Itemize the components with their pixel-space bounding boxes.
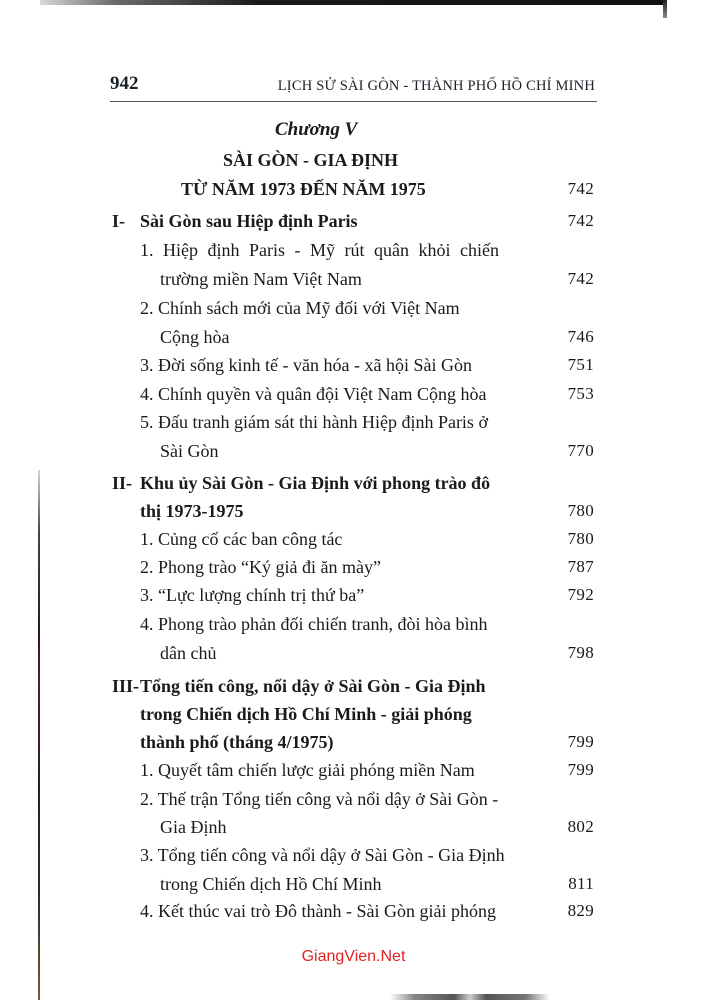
section-number: I- (112, 211, 125, 231)
page-number: 942 (110, 73, 139, 94)
toc-line[interactable] (0, 700, 707, 728)
toc-line[interactable] (0, 813, 707, 841)
chapter-label-line (0, 116, 707, 144)
item-title-cont: Cộng hòa (160, 327, 230, 347)
toc-line[interactable] (0, 870, 707, 898)
chapter-label: Chương V (275, 119, 358, 140)
section-title-cont: thành phố (tháng 4/1975) (140, 732, 334, 752)
toc-line[interactable] (0, 610, 707, 638)
item-page: 829 (567, 901, 594, 920)
item-title: 3. Tổng tiến công và nổi dậy ở Sài Gòn - Gia Định (140, 845, 505, 865)
item-page: 798 (567, 643, 594, 662)
toc-line[interactable] (0, 672, 707, 700)
item-page: 792 (567, 585, 594, 604)
toc-line[interactable] (0, 785, 707, 813)
item-title-cont: Sài Gòn (160, 441, 219, 461)
chapter-title-2: TỪ NĂM 1973 ĐẾN NĂM 1975 (181, 179, 426, 199)
item-title: 2. Chính sách mới của Mỹ đối với Việt Nam (140, 298, 460, 318)
item-title: 2. Phong trào “Ký giả đi ăn mày” (140, 557, 381, 577)
chapter-title-line-2 (0, 175, 707, 203)
item-title-cont: trong Chiến dịch Hồ Chí Minh (160, 874, 382, 894)
section-title-cont: thị 1973-1975 (140, 501, 244, 521)
item-title: 4. Chính quyền và quân đội Việt Nam Cộng hòa (140, 384, 487, 404)
running-head: LỊCH SỬ SÀI GÒN - THÀNH PHỐ HỒ CHÍ MINH (277, 78, 595, 94)
scan-edge-bottom (390, 994, 550, 1000)
item-page: 753 (567, 384, 594, 403)
scan-edge-top (40, 0, 666, 5)
chapter-title-line-1 (0, 146, 707, 174)
section-page: 742 (567, 211, 594, 230)
item-title: 4. Phong trào phản đối chiến tranh, đòi hòa bình (140, 614, 488, 634)
section-title-cont: trong Chiến dịch Hồ Chí Minh - giải phóng (140, 704, 472, 724)
item-title: 4. Kết thúc vai trò Đô thành - Sài Gòn giải phóng (140, 901, 496, 921)
toc-line[interactable] (0, 437, 707, 465)
toc-line[interactable] (0, 294, 707, 322)
chapter-page: 742 (567, 179, 594, 198)
toc-line[interactable] (0, 497, 707, 525)
item-title: 1. Củng cố các ban công tác (140, 529, 343, 549)
item-page: 751 (567, 355, 594, 374)
toc-line[interactable] (0, 408, 707, 436)
item-title: 3. Đời sống kinh tế - văn hóa - xã hội Sài Gòn (140, 355, 472, 375)
section-title: Khu ủy Sài Gòn - Gia Định với phong trào đô (140, 473, 491, 493)
item-title-cont: trường miền Nam Việt Nam (160, 269, 362, 289)
chapter-title-1: SÀI GÒN - GIA ĐỊNH (223, 150, 399, 170)
section-number: II- (112, 473, 133, 493)
section-title: Sài Gòn sau Hiệp định Paris (140, 211, 358, 231)
header-rule (110, 101, 597, 102)
toc-line[interactable] (0, 639, 707, 667)
toc-line[interactable] (0, 553, 707, 581)
section-number: III- (112, 676, 140, 696)
item-title: 1. Hiệp định Paris - Mỹ rút quân khỏi chiến (140, 240, 499, 260)
item-title: 5. Đấu tranh giám sát thi hành Hiệp định Paris ở (140, 412, 488, 432)
item-page: 742 (567, 269, 594, 288)
item-page: 787 (567, 557, 594, 576)
toc-line[interactable] (0, 351, 707, 379)
toc-line[interactable] (0, 581, 707, 609)
toc-line[interactable] (0, 469, 707, 497)
item-page: 802 (567, 817, 594, 836)
item-page: 799 (567, 760, 594, 779)
item-page: 770 (567, 441, 594, 460)
toc-line[interactable] (0, 756, 707, 784)
toc-line[interactable] (0, 323, 707, 351)
section-title: Tổng tiến công, nổi dậy ở Sài Gòn - Gia Định (140, 676, 486, 696)
item-page: 811 (568, 874, 594, 893)
toc-line[interactable] (0, 207, 707, 235)
item-title: 1. Quyết tâm chiến lược giải phóng miền Nam (140, 760, 475, 780)
item-page: 746 (567, 327, 594, 346)
toc-line[interactable] (0, 380, 707, 408)
item-title: 2. Thế trận Tổng tiến công và nổi dậy ở Sài Gòn - (140, 789, 499, 809)
item-title: 3. “Lực lượng chính trị thứ ba” (140, 585, 365, 605)
watermark: GiangVien.Net (301, 948, 406, 965)
toc-line[interactable] (0, 265, 707, 293)
toc-line[interactable] (0, 841, 707, 869)
scan-edge-corner (663, 0, 667, 18)
item-title-cont: Gia Định (160, 817, 227, 837)
toc-line[interactable] (0, 897, 707, 925)
toc-line[interactable] (0, 728, 707, 756)
toc-line[interactable] (0, 525, 707, 553)
section-page: 799 (567, 732, 594, 751)
toc-line[interactable] (0, 236, 707, 264)
section-page: 780 (567, 501, 594, 520)
item-page: 780 (567, 529, 594, 548)
item-title-cont: dân chủ (160, 643, 217, 663)
